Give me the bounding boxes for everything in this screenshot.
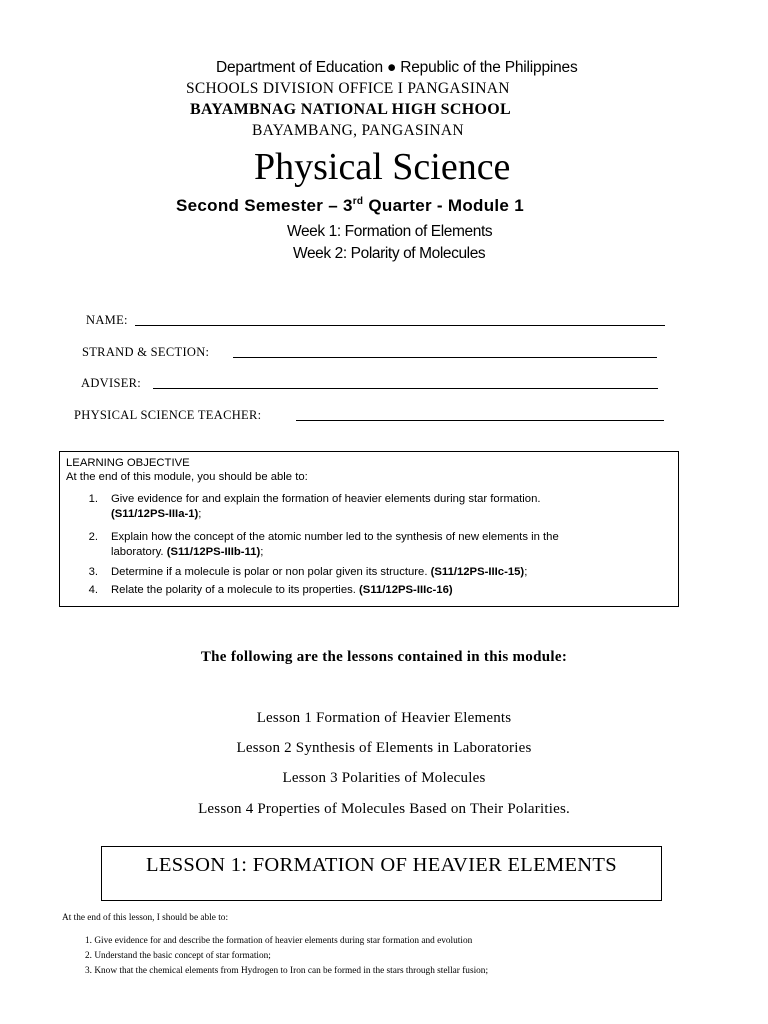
- objective-text-cont: laboratory.: [111, 546, 164, 558]
- semester-ordinal: rd: [352, 196, 364, 207]
- objective-tail: ;: [524, 566, 528, 578]
- objective-text: Explain how the concept of the atomic number led to the synthesis of new elements in the: [111, 531, 559, 543]
- teacher-line[interactable]: [296, 420, 664, 421]
- lesson1-objective-text: Give evidence for and describe the formation of heavier elements during star formation and evolution: [94, 936, 473, 946]
- lesson1-objective-num: 1.: [85, 936, 92, 946]
- objective-tail: ;: [260, 546, 264, 558]
- strand-section-field[interactable]: [82, 345, 209, 360]
- week1-topic: Week 1: Formation of Elements: [287, 223, 493, 240]
- name-label: NAME:: [86, 313, 128, 327]
- objective-code: (S11/12PS-IIIb-11): [166, 546, 261, 558]
- department-line: Department of Education ● Republic of the Philippines: [216, 59, 578, 76]
- semester-prefix: Second Semester – 3: [176, 196, 353, 215]
- teacher-field[interactable]: [74, 408, 261, 423]
- lesson1-objective-text: Know that the chemical elements from Hydrogen to Iron can be formed in the stars through stellar fusion;: [94, 966, 489, 976]
- semester-suffix: Quarter - Module 1: [363, 196, 524, 215]
- objective-heading: LEARNING OBJECTIVE: [66, 457, 190, 469]
- lesson1-title-box: [101, 846, 662, 901]
- objective-text: Relate the polarity of a molecule to its properties.: [111, 584, 356, 596]
- objective-intro: At the end of this module, you should be able to:: [66, 471, 308, 483]
- objective-tail: ;: [198, 508, 202, 520]
- objective-num: 3.: [88, 566, 98, 578]
- semester-line: [176, 196, 524, 216]
- lesson1-intro: At the end of this lesson, I should be able to:: [62, 913, 229, 923]
- lesson1-objective-1: [85, 936, 725, 946]
- lesson1-objective-3: [85, 966, 725, 976]
- lesson1-objective-text: Understand the basic concept of star formation;: [94, 951, 271, 961]
- subject-title: Physical Science: [254, 146, 511, 188]
- lesson1-objective-num: 2.: [85, 951, 92, 961]
- lesson-item-2: Lesson 2 Synthesis of Elements in Laboratories: [236, 740, 532, 756]
- adviser-label: ADVISER:: [81, 376, 142, 390]
- teacher-label: PHYSICAL SCIENCE TEACHER:: [74, 408, 262, 422]
- lesson1-title: LESSON 1: FORMATION OF HEAVIER ELEMENTS: [146, 854, 617, 876]
- objective-text: Give evidence for and explain the formation of heavier elements during star formation.: [111, 493, 541, 505]
- adviser-field[interactable]: [81, 376, 141, 391]
- lesson-item-1: Lesson 1 Formation of Heavier Elements: [256, 710, 512, 726]
- lesson1-objective-2: [85, 951, 725, 961]
- objective-num: 1.: [88, 493, 98, 505]
- strand-label: STRAND & SECTION:: [82, 345, 210, 359]
- objective-code: (S11/12PS-IIIc-15): [430, 566, 525, 578]
- name-line[interactable]: [135, 325, 665, 326]
- lessons-heading: The following are the lessons contained in this module:: [200, 649, 568, 665]
- school-location: BAYAMBANG, PANGASINAN: [252, 122, 464, 139]
- school-name: BAYAMBNAG NATIONAL HIGH SCHOOL: [190, 101, 511, 118]
- lesson1-objective-num: 3.: [85, 966, 92, 976]
- objective-text: Determine if a molecule is polar or non polar given its structure.: [111, 566, 428, 578]
- objective-code: (S11/12PS-IIIc-16): [359, 584, 453, 596]
- lesson-item-3: Lesson 3 Polarities of Molecules: [282, 770, 486, 786]
- name-field[interactable]: [86, 313, 128, 328]
- lesson-item-4: Lesson 4 Properties of Molecules Based on Their Polarities.: [198, 801, 570, 817]
- objective-num: 4.: [88, 584, 98, 596]
- objective-num: 2.: [88, 531, 98, 543]
- objective-code: (S11/12PS-IIIa-1): [111, 508, 199, 520]
- adviser-line[interactable]: [153, 388, 658, 389]
- division-office: SCHOOLS DIVISION OFFICE I PANGASINAN: [186, 80, 510, 97]
- strand-section-line[interactable]: [233, 357, 657, 358]
- learning-objective-box: [59, 451, 679, 607]
- week2-topic: Week 2: Polarity of Molecules: [293, 245, 486, 262]
